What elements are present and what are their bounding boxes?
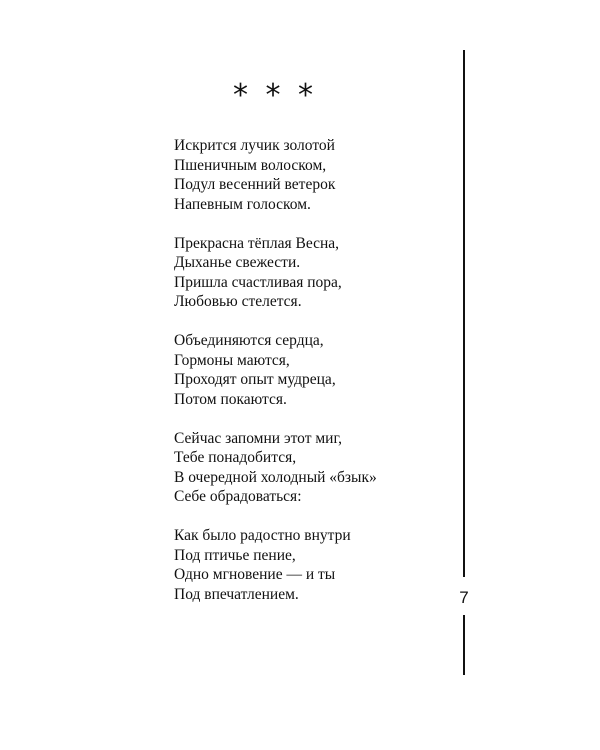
poem-line: Потом покаются. [174,390,287,408]
margin-rule-top [463,50,465,577]
poem-line: Объединяются сердца, [174,332,324,349]
section-ornament: * * * [232,78,318,113]
poem-line: Под птичье пение, [174,546,296,564]
poem-line: Одно мгновение — и ты [174,566,336,583]
poem-line: Проходят опыт мудреца, [174,371,336,388]
poem [174,136,454,604]
stanza-3 [174,331,454,409]
poem-line: Гормоны маются, [174,351,290,369]
poem-line: Сейчас запомни этот миг, [174,429,342,447]
stanza-1 [174,136,454,214]
poem-line: Любовью стелется. [174,293,302,310]
poem-line: Пришла счастливая пора, [174,273,342,291]
poem-line: Прекрасна тёплая Весна, [174,234,340,252]
poem-line: Дыханье свежести. [174,254,301,271]
stanza-4 [174,429,454,507]
poem-line: Искрится лучик золотой [174,137,335,154]
stanza-5 [174,526,454,604]
poem-line: Напевным голоском. [174,195,311,213]
poem-line: Как было радостно внутри [174,527,351,544]
poem-line: В очередной холодный «бзык» [174,468,377,486]
margin-rule-bottom [463,615,465,675]
poem-line: Тебе понадобится, [174,449,297,466]
page-number: 7 [459,588,469,607]
poem-line: Под впечатлением. [174,585,299,603]
poem-line: Себе обрадоваться: [174,488,302,505]
stanza-2 [174,234,454,312]
poem-line: Пшеничным волоском, [174,156,327,174]
poem-line: Подул весенний ветерок [174,176,336,193]
